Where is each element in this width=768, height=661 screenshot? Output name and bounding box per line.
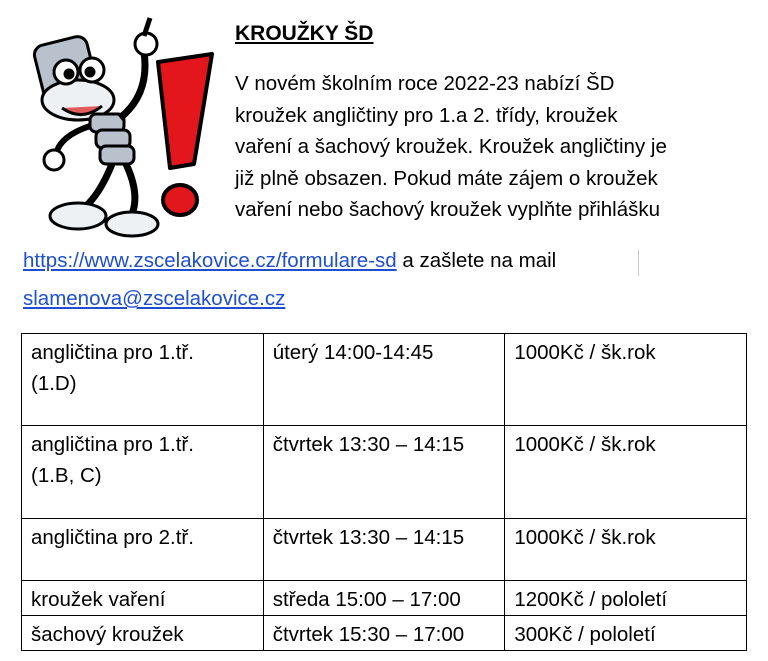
activity-cell: angličtina pro 2.tř.: [22, 519, 264, 581]
intro-line: vaření a šachový kroužek. Kroužek angličtiny je: [235, 135, 667, 158]
mail-link-line: [23, 283, 285, 315]
text-cursor: [638, 250, 639, 276]
page-title: KROUŽKY ŠD: [235, 22, 374, 45]
time-cell: čtvrtek 13:30 – 14:15: [263, 426, 505, 519]
price-cell: 1000Kč / šk.rok: [505, 334, 747, 426]
mascot-illustration: [20, 14, 220, 238]
time-cell: úterý 14:00-14:45: [263, 334, 505, 426]
activity-cell: kroužek vaření: [22, 581, 264, 616]
activity-cell: [22, 426, 264, 519]
price-cell: 300Kč / pololetí: [505, 616, 747, 651]
intro-line: V novém školním roce 2022-23 nabízí ŠD: [235, 72, 615, 95]
intro-line: vaření nebo šachový kroužek vyplňte přihlášku: [235, 198, 661, 221]
form-link-line: [23, 245, 556, 277]
activity-cell: šachový kroužek: [22, 616, 264, 651]
intro-line: již plně obsazen. Pokud máte zájem o kroužek: [235, 166, 658, 190]
exclamation-icon: [158, 54, 212, 215]
mascot-body: [32, 18, 158, 236]
activity-cell: [22, 334, 264, 426]
schedule-table: [21, 333, 747, 651]
mail-link[interactable]: slamenova@zscelakovice.cz: [23, 287, 286, 310]
table-row: [22, 426, 747, 519]
intro-paragraph: [235, 68, 755, 226]
link-suffix-text: a zašlete na mail: [396, 249, 557, 272]
activity-name: angličtina pro 1.tř.: [31, 433, 194, 456]
time-cell: středa 15:00 – 17:00: [263, 581, 505, 616]
activity-name: angličtina pro 1.tř.: [31, 341, 194, 364]
price-cell: 1200Kč / pololetí: [505, 581, 747, 616]
form-link[interactable]: https://www.zscelakovice.cz/formulare-sd: [23, 249, 397, 272]
activity-group: (1.B, C): [31, 464, 102, 487]
price-cell: 1000Kč / šk.rok: [505, 426, 747, 519]
table-row: [22, 581, 747, 616]
table-row: [22, 616, 747, 651]
activity-group: (1.D): [31, 372, 77, 395]
time-cell: čtvrtek 15:30 – 17:00: [263, 616, 505, 651]
price-cell: 1000Kč / šk.rok: [505, 519, 747, 581]
intro-line: kroužek angličtiny pro 1.a 2. třídy, kroužek: [235, 103, 618, 127]
table-row: [22, 519, 747, 581]
table-row: [22, 334, 747, 426]
time-cell: čtvrtek 13:30 – 14:15: [263, 519, 505, 581]
